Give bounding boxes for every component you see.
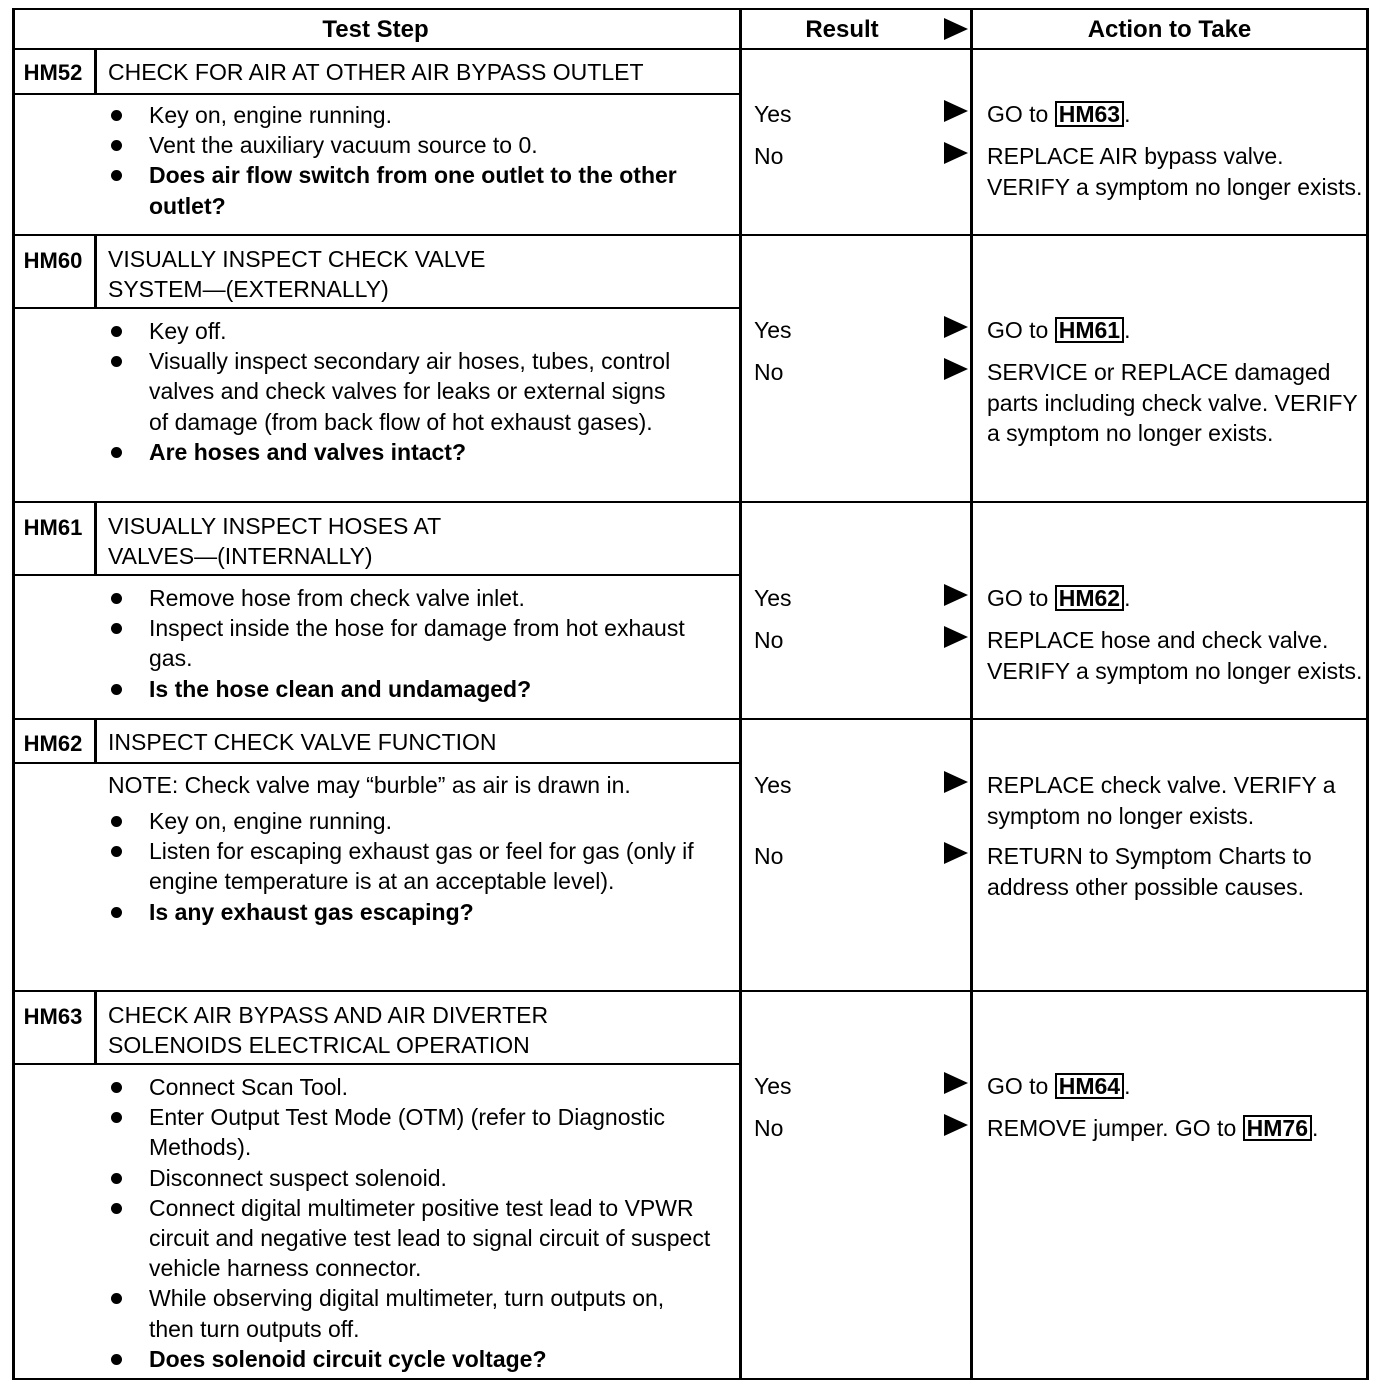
arrow-icon — [944, 626, 968, 648]
row-divider — [12, 234, 1369, 236]
step-ref-link[interactable]: HM62 — [1055, 585, 1124, 611]
header-result: Result — [805, 16, 879, 43]
id-divider — [94, 718, 97, 763]
arrow-icon — [944, 1114, 968, 1136]
title-divider — [12, 762, 739, 764]
step-item: Key on, engine running. — [108, 100, 738, 130]
step-item: Enter Output Test Mode (OTM) (refer to Diagnostic Methods). — [108, 1102, 669, 1162]
arrow-icon — [944, 1072, 968, 1094]
col-divider-result-action — [970, 8, 973, 1380]
id-divider — [94, 48, 97, 94]
action-yes — [987, 583, 1367, 614]
result-no: No — [754, 143, 784, 169]
action-text: REMOVE jumper. GO to — [987, 1115, 1237, 1141]
step-ref-link[interactable]: HM61 — [1055, 317, 1124, 343]
header-arrow-icon — [944, 18, 968, 40]
action-yes — [987, 1071, 1367, 1102]
step-item: Visually inspect secondary air hoses, tubes, control valves and check valves for leaks or external signs of damage (from back flow of hot exhaust gases). — [108, 346, 689, 437]
arrow-icon — [944, 100, 968, 122]
step-question: Is the hose clean and undamaged? — [108, 674, 738, 704]
test-steps — [108, 316, 738, 467]
test-steps — [108, 583, 738, 704]
action-suffix: . — [1124, 317, 1131, 343]
action-yes — [987, 315, 1367, 346]
test-title: INSPECT CHECK VALVE FUNCTION — [108, 729, 497, 755]
note-text: NOTE: Check valve may “burble” as air is drawn in. — [108, 772, 631, 798]
test-title: VISUALLY INSPECT CHECK VALVE SYSTEM—(EXTERNALLY) — [108, 246, 486, 302]
result-no: No — [754, 1115, 784, 1141]
header-test-step: Test Step — [322, 16, 429, 43]
id-divider — [94, 234, 97, 308]
title-divider — [12, 1063, 739, 1065]
arrow-icon — [944, 142, 968, 164]
action-suffix: . — [1124, 1073, 1131, 1099]
step-question: Is any exhaust gas escaping? — [108, 897, 738, 927]
header-divider — [12, 48, 1369, 50]
row-divider — [12, 990, 1369, 992]
test-id: HM61 — [23, 515, 83, 540]
action-text: GO to — [987, 585, 1049, 611]
result-no: No — [754, 627, 784, 653]
action-no — [987, 1113, 1367, 1144]
action-suffix: . — [1124, 101, 1131, 127]
step-item: Disconnect suspect solenoid. — [108, 1163, 738, 1193]
step-item: Connect digital multimeter positive test lead to VPWR circuit and negative test lead to signal circuit of suspect vehicle harness connector. — [108, 1193, 738, 1284]
action-text: GO to — [987, 317, 1049, 343]
test-id: HM62 — [23, 731, 83, 756]
arrow-icon — [944, 584, 968, 606]
diagnostic-table — [12, 8, 1369, 1380]
test-steps — [108, 100, 738, 221]
frame-left — [12, 8, 15, 1380]
step-question: Are hoses and valves intact? — [108, 437, 738, 467]
frame-right — [1366, 8, 1369, 1380]
result-yes: Yes — [754, 1073, 792, 1099]
action-suffix: . — [1312, 1115, 1319, 1141]
step-ref-link[interactable]: HM64 — [1055, 1073, 1124, 1099]
test-id: HM63 — [23, 1004, 83, 1029]
action-yes — [987, 99, 1367, 130]
step-question: Does air flow switch from one outlet to the other outlet? — [108, 160, 738, 220]
id-divider — [94, 501, 97, 575]
action-no: SERVICE or REPLACE damaged parts including check valve. VERIFY a symptom no longer exists. — [987, 359, 1358, 446]
action-text: GO to — [987, 101, 1049, 127]
step-ref-link[interactable]: HM76 — [1243, 1115, 1312, 1141]
result-yes: Yes — [754, 585, 792, 611]
frame-bottom — [12, 1378, 1369, 1380]
action-text: GO to — [987, 1073, 1049, 1099]
step-question: Does solenoid circuit cycle voltage? — [108, 1344, 738, 1374]
action-suffix: . — [1124, 585, 1131, 611]
action-no: REPLACE hose and check valve. VERIFY a symptom no longer exists. — [987, 627, 1363, 684]
step-ref-link[interactable]: HM63 — [1055, 101, 1124, 127]
result-yes: Yes — [754, 101, 792, 127]
header-action: Action to Take — [1087, 16, 1252, 43]
result-no: No — [754, 843, 784, 869]
test-steps — [108, 770, 738, 927]
title-divider — [12, 307, 739, 309]
title-divider — [12, 93, 739, 95]
test-steps — [108, 1072, 738, 1374]
row-divider — [12, 501, 1369, 503]
arrow-icon — [944, 358, 968, 380]
test-title: CHECK AIR BYPASS AND AIR DIVERTER SOLENOIDS ELECTRICAL OPERATION — [108, 1002, 549, 1058]
step-item: Remove hose from check valve inlet. — [108, 583, 738, 613]
test-title: VISUALLY INSPECT HOSES AT VALVES—(INTERNALLY) — [108, 513, 441, 569]
step-item: Key on, engine running. — [108, 806, 738, 836]
arrow-icon — [944, 842, 968, 864]
arrow-icon — [944, 316, 968, 338]
result-no: No — [754, 359, 784, 385]
step-item: Listen for escaping exhaust gas or feel for gas (only if engine temperature is at an acceptable level). — [108, 836, 738, 896]
step-item: Inspect inside the hose for damage from hot exhaust gas. — [108, 613, 729, 673]
row-divider — [12, 718, 1369, 720]
step-item: Connect Scan Tool. — [108, 1072, 738, 1102]
step-item: Key off. — [108, 316, 738, 346]
arrow-icon — [944, 771, 968, 793]
action-no: RETURN to Symptom Charts to address other possible causes. — [987, 843, 1312, 900]
test-title: CHECK FOR AIR AT OTHER AIR BYPASS OUTLET — [108, 59, 644, 85]
step-item: Vent the auxiliary vacuum source to 0. — [108, 130, 738, 160]
result-yes: Yes — [754, 317, 792, 343]
action-yes: REPLACE check valve. VERIFY a symptom no longer exists. — [987, 772, 1336, 829]
title-divider — [12, 574, 739, 576]
test-id: HM60 — [23, 248, 83, 273]
id-divider — [94, 990, 97, 1064]
col-divider-step-result — [739, 8, 742, 1380]
test-id: HM52 — [23, 60, 83, 85]
step-item: While observing digital multimeter, turn outputs on, then turn outputs off. — [108, 1283, 669, 1343]
action-no: REPLACE AIR bypass valve. VERIFY a symptom no longer exists. — [987, 143, 1363, 200]
result-yes: Yes — [754, 772, 792, 798]
